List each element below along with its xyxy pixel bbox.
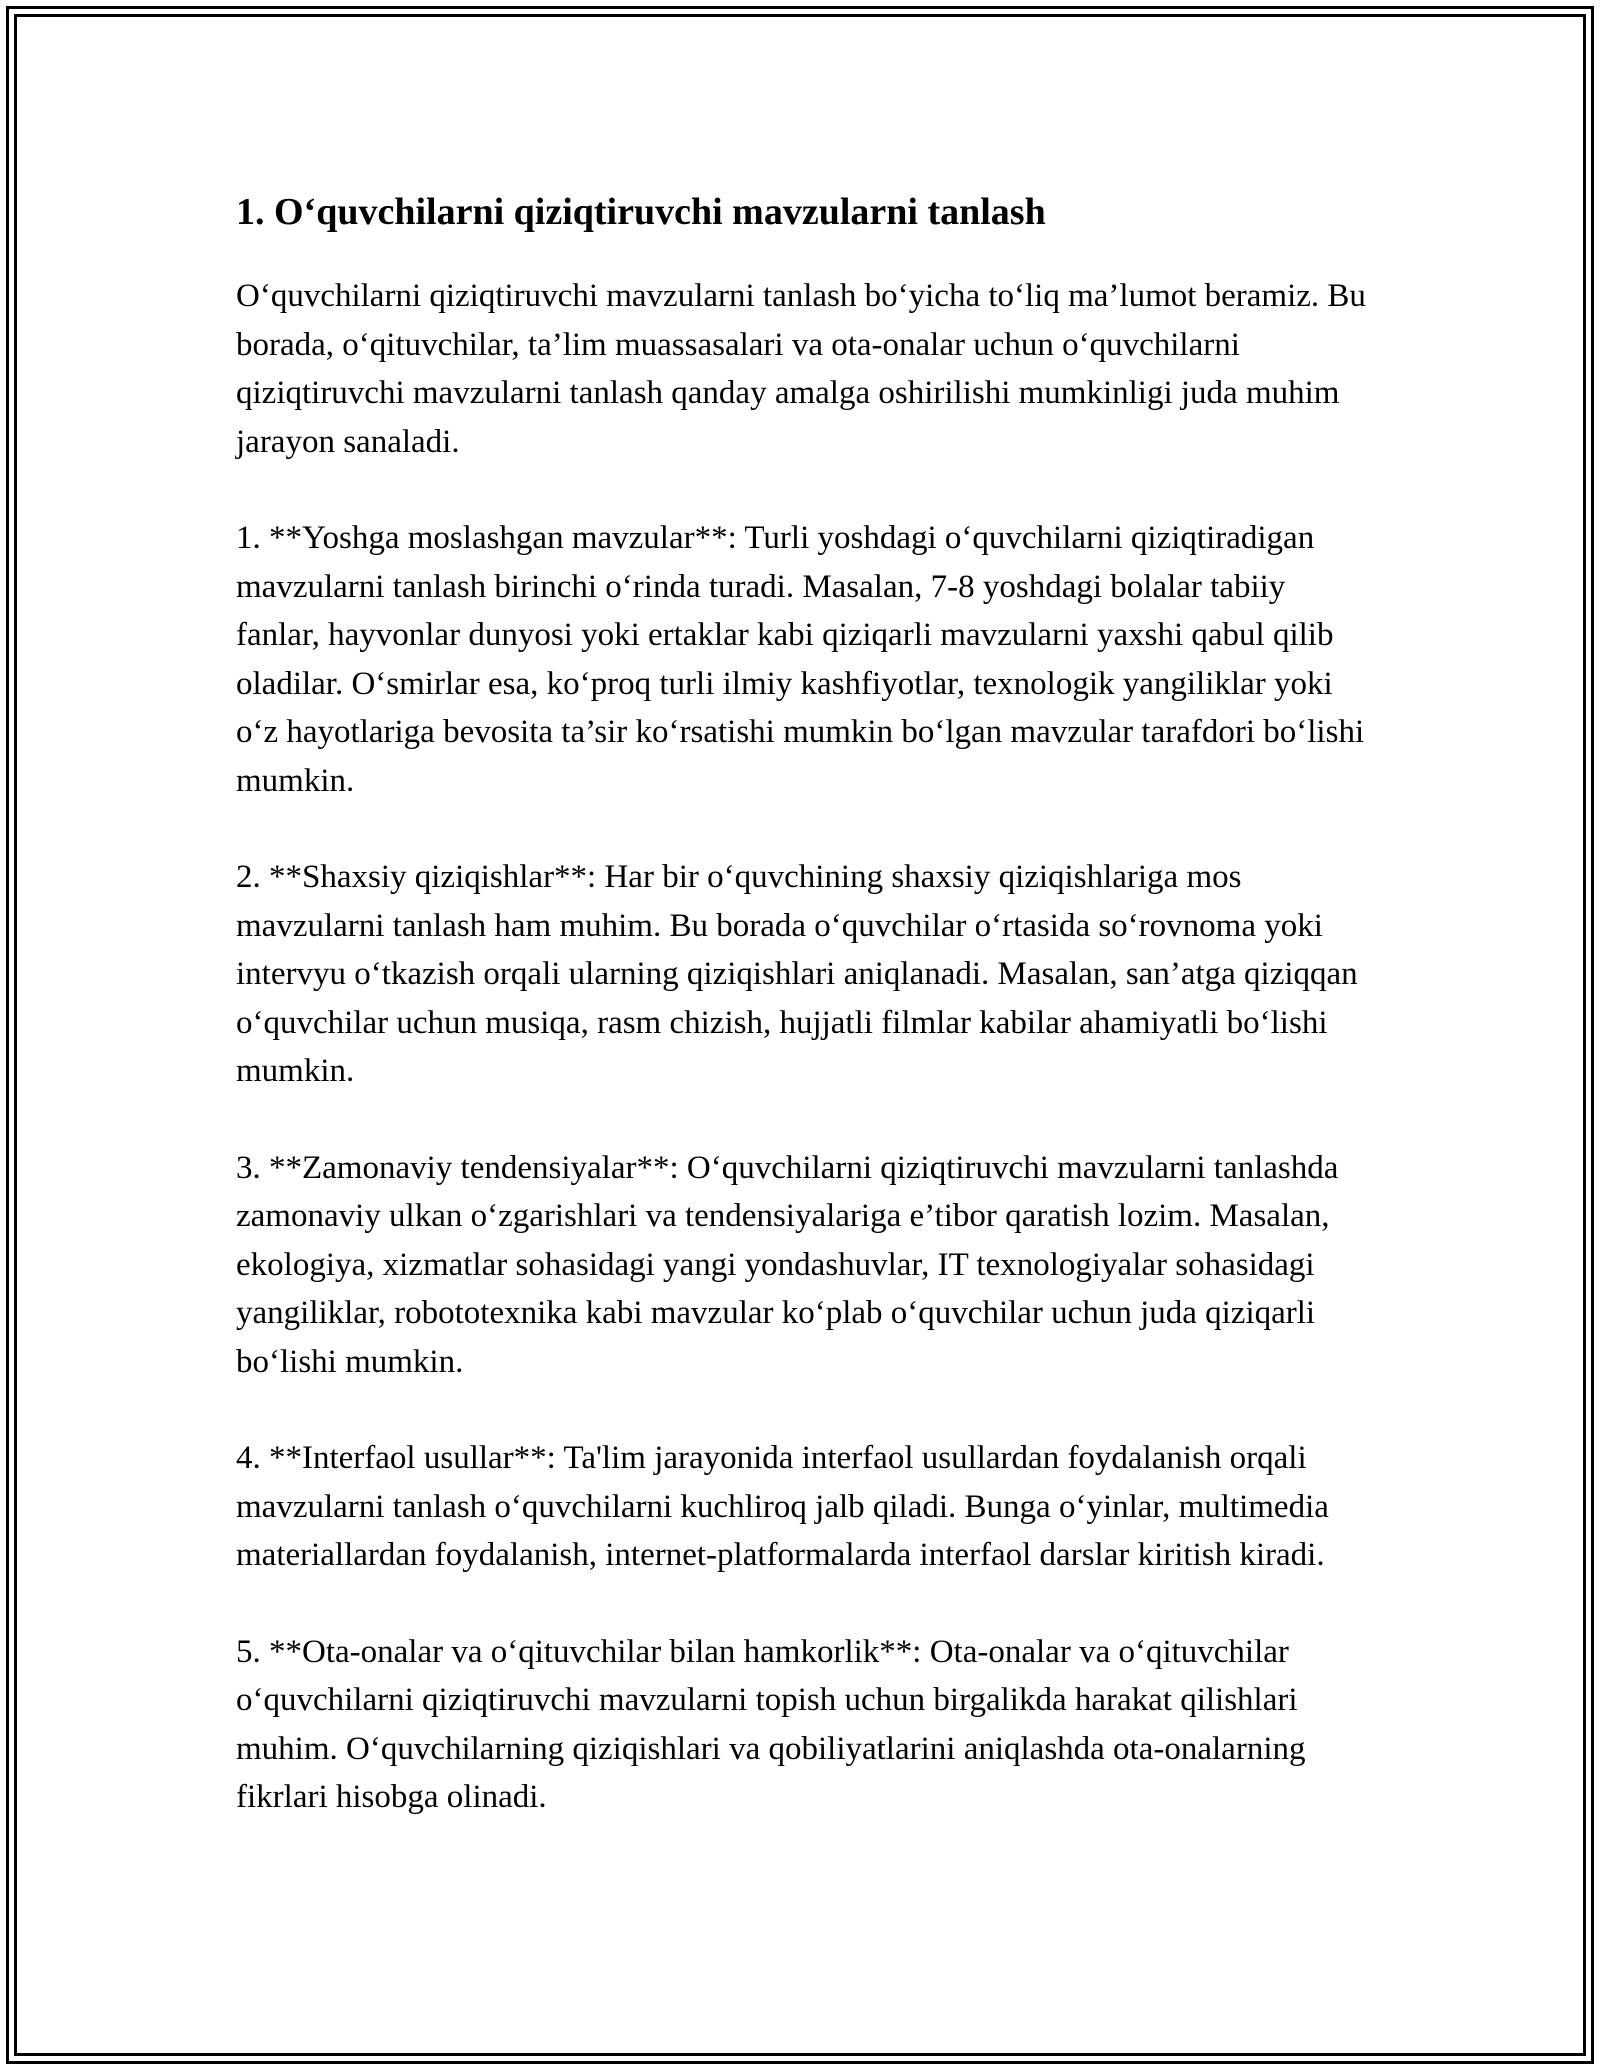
paragraph-interactive-methods: 4. **Interfaol usullar**: Ta'lim jarayonida interfaol usullardan foydalanish orqali mavzularni tanlash o‘quvchilarni kuchliroq jalb qiladi. Bunga o‘yinlar, multimedia materiallardan foydalanish, internet-platformalarda interfaol darslar kiritish kiradi. — [236, 1440, 1329, 1573]
intro-paragraph: O‘quvchilarni qiziqtiruvchi mavzularni tanlash bo‘yicha to‘liq ma’lumot beramiz. Bu borada, o‘qituvchilar, ta’lim muassasalari va ota-onalar uchun o‘quvchilarni qiziqtiruvchi mavzularni tanlash qanday amalga oshirilishi mumkinligi juda muhim jarayon sanaladi. — [236, 278, 1366, 460]
paragraph-age-appropriate-topics: 1. **Yoshga moslashgan mavzular**: Turli yoshdagi o‘quvchilarni qiziqtiradigan mavzularni tanlash birinchi o‘rinda turadi. Masalan, 7-8 yoshdagi bolalar tabiiy fanlar, hayvonlar dunyosi yoki ertaklar kabi qiziqarli mavzularni yaxshi qabul qilib oladilar. O‘smirlar esa, ko‘proq turli ilmiy kashfiyotlar, texnologik yangiliklar yoki o‘z hayotlariga bevosita ta’sir ko‘rsatishi mumkin bo‘lgan mavzular tarafdori bo‘lishi mumkin. — [236, 520, 1365, 799]
paragraph-personal-interests: 2. **Shaxsiy qiziqishlar**: Har bir o‘quvchining shaxsiy qiziqishlariga mos mavzularni tanlash ham muhim. Bu borada o‘quvchilar o‘rtasida so‘rovnoma yoki intervyu o‘tkazish orqali ularning qiziqishlari aniqlanadi. Masalan, san’atga qiziqqan o‘quvchilar uchun musiqa, rasm chizish, hujjatli filmlar kabilar ahamiyatli bo‘lishi mumkin. — [236, 859, 1358, 1089]
document-title: 1. O‘quvchilarni qiziqtiruvchi mavzularni tanlash — [236, 191, 1046, 233]
paragraph-parent-teacher-cooperation: 5. **Ota-onalar va o‘qituvchilar bilan hamkorlik**: Ota-onalar va o‘qituvchilar o‘quvchilarni qiziqtiruvchi mavzularni topish uchun birgalikda harakat qilishlari muhim. O‘quvchilarning qiziqishlari va qobiliyatlarini aniqlashda ota-onalarning fikrlari hisobga olinadi. — [236, 1633, 1306, 1815]
document-body — [236, 186, 1366, 1870]
paragraph-modern-trends: 3. **Zamonaviy tendensiyalar**: O‘quvchilarni qiziqtiruvchi mavzularni tanlashda zamonaviy ulkan o‘zgarishlari va tendensiyalariga e’tibor qaratish lozim. Masalan, ekologiya, xizmatlar sohasidagi yangi yondashuvlar, IT texnologiyalar sohasidagi yangiliklar, robototexnika kabi mavzular ko‘plab o‘quvchilar uchun juda qiziqarli bo‘lishi mumkin. — [236, 1149, 1339, 1380]
